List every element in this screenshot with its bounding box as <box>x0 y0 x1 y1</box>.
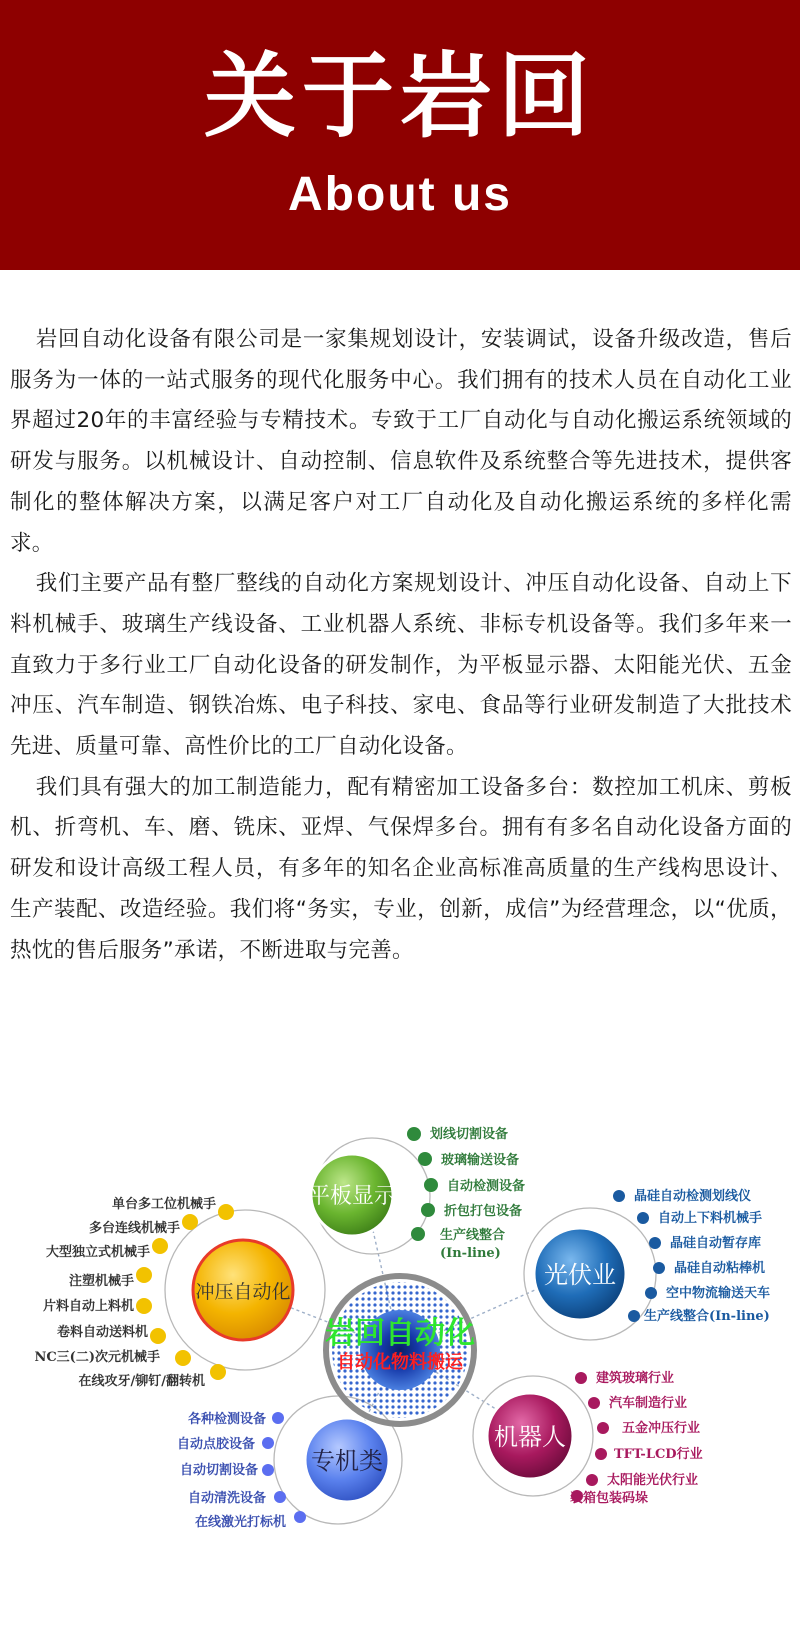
hub-item: 建筑玻璃行业 <box>596 1371 675 1386</box>
hub-item: 划线切割设备 <box>430 1127 509 1142</box>
business-diagram <box>0 1110 800 1633</box>
hub-item: 折包打包设备 <box>444 1204 523 1219</box>
hub-item: TFT-LCD行业 <box>614 1447 703 1462</box>
page-subtitle: About us <box>288 168 512 221</box>
hub-item: 大型独立式机械手 <box>45 1245 150 1260</box>
hub-stamping <box>34 1196 293 1389</box>
center-hub <box>325 1276 475 1424</box>
business-diagram-svg <box>0 1110 800 1633</box>
intro-paragraph: 我们具有强大的加工制造能力，配有精密加工设备多台：数控加工机床、剪板机、折弯机、车、磨、铣床、亚焊、气保焊多台。拥有有多名自动化设备方面的研发和设计高级工程人员，有多年的知名企业高标准高质量的生产线构思设计、生产装配、改造经验。我们将“务实，专业，创新，成信”为经营理念，以“优质，热忱的售后服务”承诺，不断进取与完善。 <box>10 774 792 963</box>
intro-paragraph: 岩回自动化设备有限公司是一家集规划设计，安装调试，设备升级改造，售后服务为一体的一站式服务的现代化服务中心。我们拥有的技术人员在自动化工业界超过20年的丰富经验与专精技术。专致于工厂自动化与自动化搬运系统领域的研发与服务。以机械设计、自动控制、信息软件及系统整合等先进技术，提供客制化的整体解决方案，以满足客户对工厂自动化及自动化搬运系统的多样化需求。 <box>10 327 792 556</box>
header-banner <box>0 0 800 270</box>
hub-item: 在线激光打标机 <box>194 1515 286 1530</box>
hub-special-machines <box>177 1411 389 1530</box>
hub-item: 在线攻牙/铆钉/翻转机 <box>78 1374 205 1389</box>
hub-item: 晶硅自动暂存库 <box>670 1236 762 1251</box>
center-title: 岩回自动化 <box>325 1316 475 1351</box>
intro-paragraph: 我们主要产品有整厂整线的自动化方案规划设计、冲压自动化设备、自动上下料机械手、玻璃生产线设备、工业机器人系统、非标专机设备等。我们多年来一直致力于多行业工厂自动化设备的研发制作，为平板显示器、太阳能光伏、五金冲压、汽车制造、钢铁冶炼、电子科技、家电、食品等行业研发制造了大批技术先进、质量可靠、高性价比的工厂自动化设备。 <box>10 571 792 760</box>
hub-robot <box>487 1370 703 1506</box>
hub-item: 五金冲压行业 <box>622 1421 701 1436</box>
hub-item: (In-line) <box>440 1246 501 1261</box>
hub-item: 单台多工位机械手 <box>111 1197 216 1212</box>
hub-item: 太阳能光伏行业 <box>607 1473 699 1488</box>
hub-flat-panel <box>308 1126 525 1261</box>
hub-item: 空中物流输送天车 <box>666 1286 771 1301</box>
hub-item: 自动清洗设备 <box>187 1491 266 1506</box>
hub-item: 自动点胶设备 <box>176 1437 255 1452</box>
hub-item: 生产线整合(In-line) <box>644 1309 770 1324</box>
hub-item: 自动检测设备 <box>447 1179 526 1194</box>
hub-item: 片料自动上料机 <box>42 1299 134 1314</box>
hub-title: 光伏业 <box>544 1261 616 1289</box>
hub-item: 装箱包装码垛 <box>570 1491 649 1506</box>
hub-item: 汽车制造行业 <box>609 1396 688 1411</box>
hub-title: 专机类 <box>311 1447 383 1475</box>
hub-item: NC三(二)次元机械手 <box>34 1350 160 1365</box>
hub-item: 自动上下料机械手 <box>658 1211 763 1226</box>
hub-photovoltaic <box>534 1188 770 1324</box>
hub-title: 机器人 <box>494 1423 566 1451</box>
hub-item: 生产线整合 <box>440 1228 506 1243</box>
center-subtitle: 自动化物料搬运 <box>337 1352 463 1373</box>
page-title: 关于岩回 <box>203 43 596 150</box>
hub-item: 注塑机械手 <box>68 1274 134 1289</box>
hub-title: 平板显示 <box>307 1184 397 1209</box>
hub-item: 晶硅自动检测划线仪 <box>634 1189 752 1204</box>
hub-item: 多台连线机械手 <box>88 1221 180 1236</box>
hub-item: 玻璃输送设备 <box>441 1153 520 1168</box>
hub-item: 自动切割设备 <box>179 1463 258 1478</box>
company-introduction <box>10 320 792 971</box>
hub-item: 卷料自动送料机 <box>56 1325 148 1340</box>
hub-item: 各种检测设备 <box>187 1412 266 1427</box>
hub-item: 晶硅自动粘棒机 <box>674 1261 766 1276</box>
hub-title: 冲压自动化 <box>195 1281 291 1303</box>
